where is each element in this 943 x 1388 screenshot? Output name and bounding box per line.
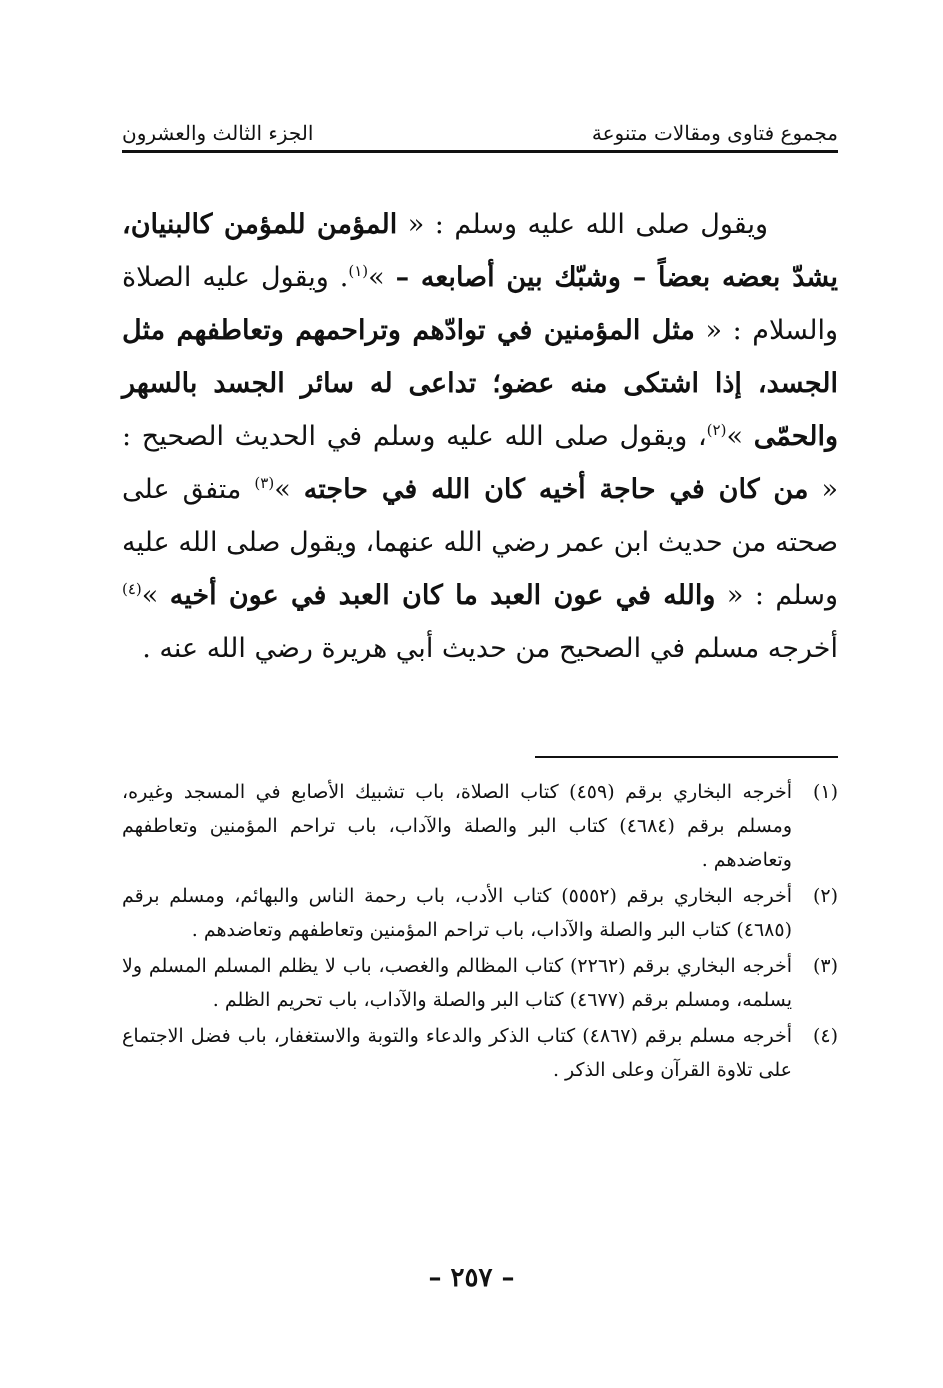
page-number: – ٢٥٧ –: [428, 1263, 515, 1293]
quote-open-2: «: [694, 315, 722, 346]
running-header: [122, 118, 838, 154]
quote-open-1: «: [397, 209, 425, 240]
footnote-2: [122, 879, 838, 947]
quote-close-1: »: [368, 262, 396, 293]
footnote-text: أخرجه البخاري برقم (٤٥٩) كتاب الصلاة، باب تشبيك الأصابع في المسجد وغيره، ومسلم برقم (٤٦٨٤) كتاب البر والصلة والآداب، باب تراحم المؤمنين وتعاطفهم وتعاضدهم .: [122, 781, 792, 871]
quote-close-4: »: [141, 580, 170, 611]
footnote-text: أخرجه مسلم برقم (٤٨٦٧) كتاب الذكر والدعاء والتوبة والاستغفار، باب فضل الاجتماع على تلاوة القرآن وعلى الذكر .: [122, 1025, 793, 1081]
footnote-1: [122, 775, 838, 877]
footnote-ref-1: (١): [348, 262, 369, 280]
text-segment-1: ويقول صلى الله عليه وسلم :: [424, 209, 769, 240]
footnote-number: (٢): [812, 885, 838, 907]
hadith-3: من كان في حاجة أخيه كان الله في حاجته: [303, 474, 809, 505]
footnote-number: (٤): [812, 1025, 838, 1047]
hadith-1: المؤمن للمؤمن كالبنيان، يشدّ بعضه بعضاً – وشبّك بين أصابعه –: [122, 209, 838, 293]
quote-open-3: «: [808, 474, 839, 505]
quote-close-3: »: [274, 474, 304, 505]
footnote-text: أخرجه البخاري برقم (٥٥٥٢) كتاب الأدب، باب رحمة الناس والبهائم، ومسلم برقم (٤٦٨٥) كتاب البر والصلة والآداب، باب تراحم المؤمنين وتعاطفهم وتعاضدهم .: [122, 885, 792, 941]
footnote-4: [122, 1019, 838, 1087]
quote-open-4: «: [715, 580, 744, 611]
text-segment-3: ، ويقول صلى الله عليه وسلم في الحديث الصحيح :: [122, 421, 707, 452]
quote-close-2: »: [726, 421, 754, 452]
footnote-number: (١): [812, 781, 838, 803]
hadith-4: والله في عون العبد ما كان العبد في عون أخيه: [169, 580, 716, 611]
footnote-3: [122, 949, 838, 1017]
footnotes: [122, 775, 838, 1089]
text-segment-5: أخرجه مسلم في الصحيح من حديث أبي هريرة رضي الله عنه .: [142, 633, 838, 664]
footnote-ref-4: (٤): [122, 580, 142, 598]
footnote-number: (٣): [812, 955, 838, 977]
footnote-ref-2: (٢): [706, 421, 727, 439]
footnote-text: أخرجه البخاري برقم (٢٢٦٢) كتاب المظالم والغصب، باب لا يظلم المسلم المسلم ولا يسلمه، ومسلم برقم (٤٦٧٧) كتاب البر والصلة والآداب، باب تحريم الظلم .: [122, 955, 792, 1011]
main-paragraph: [122, 198, 838, 675]
book-title: مجموع فتاوى ومقالات متنوعة: [591, 121, 838, 145]
footnote-ref-3: (٣): [254, 474, 275, 492]
hadith-2: مثل المؤمنين في توادّهم وتراحمهم وتعاطفهم مثل الجسد، إذا اشتكى منه عضو؛ تداعى له سائر الجسد بالسهر والحمّى: [122, 315, 838, 452]
volume-label: الجزء الثالث والعشرون: [122, 121, 314, 145]
text-segment-2: . ويقول عليه الصلاة والسلام :: [122, 262, 838, 346]
text-segment-4: متفق على صحته من حديث ابن عمر رضي الله عنهما، ويقول صلى الله عليه وسلم :: [122, 474, 838, 611]
header-rule: [122, 150, 838, 153]
footnote-separator: [535, 756, 838, 758]
main-text: [122, 198, 838, 675]
